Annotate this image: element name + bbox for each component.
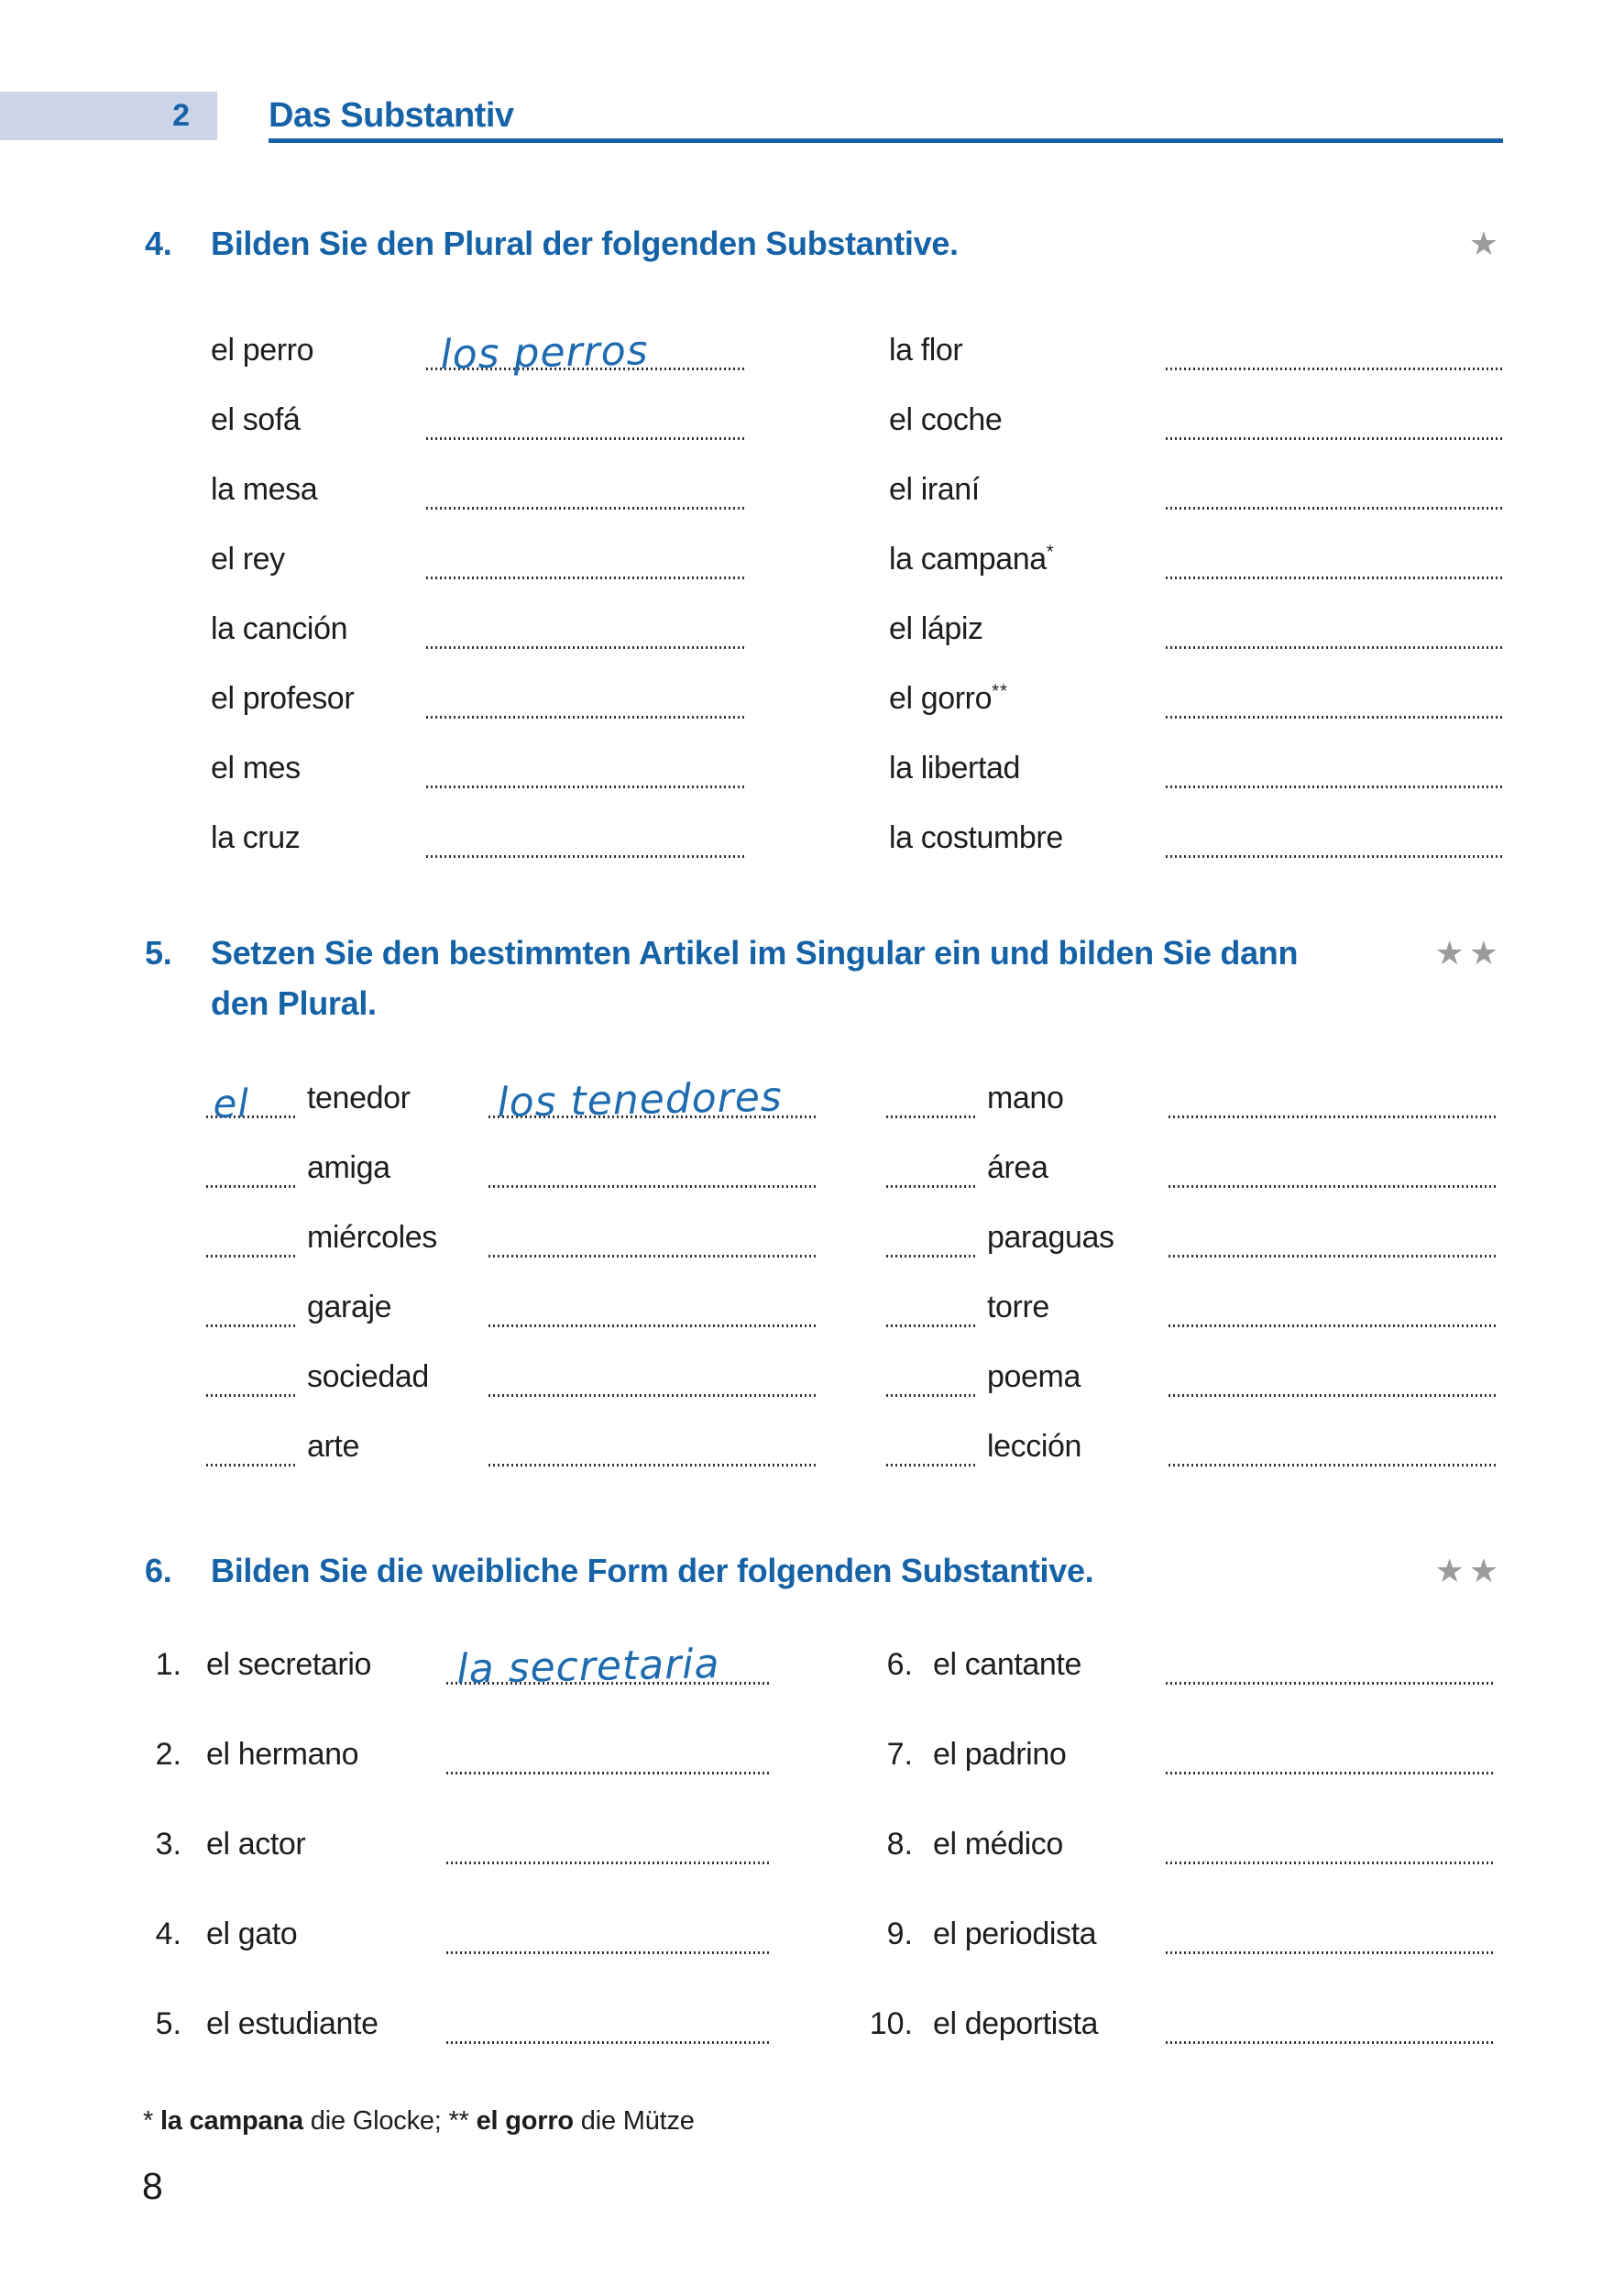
- article-blank: [886, 1464, 978, 1467]
- article-blank: [206, 1081, 298, 1126]
- handwritten-answer: la secretaria: [455, 1641, 720, 1693]
- vocab-row: [889, 517, 1503, 587]
- vocab-word: mano: [987, 1081, 1064, 1115]
- vocab-word: la canción: [211, 611, 348, 646]
- exercise-title: Bilden Sie den Plural der folgenden Substantive.: [211, 225, 959, 262]
- vocab-word: torre: [987, 1290, 1049, 1324]
- article-blank: [886, 1324, 978, 1327]
- vocab-row: [843, 1872, 1493, 1961]
- vocab-row: [128, 1872, 769, 1961]
- answer-blank: [426, 327, 747, 379]
- vocab-row: [206, 1335, 816, 1404]
- exercise-title: Setzen Sie den bestimmten Artikel im Singular ein und bilden Sie dann den Plural.: [211, 934, 1299, 1022]
- vocab-word: el perro: [211, 333, 314, 368]
- vocab-word: el hermano: [206, 1737, 359, 1772]
- answer-blank: [446, 1951, 769, 1954]
- answer-blank: [1166, 577, 1503, 579]
- exercise-number: 5.: [145, 934, 172, 972]
- article-blank: [206, 1324, 298, 1327]
- footnote-gloss: die Mütze: [580, 2106, 695, 2136]
- footnote-term: el gorro: [476, 2106, 574, 2136]
- answer-blank: [426, 507, 747, 510]
- vocab-word: el actor: [206, 1827, 306, 1862]
- vocab-row: [886, 1056, 1497, 1126]
- answer-blank: [1166, 646, 1503, 649]
- plural-blank: [1169, 1255, 1497, 1258]
- answer-blank: [446, 1862, 769, 1864]
- vocab-word: el profesor: [211, 681, 355, 716]
- vocab-row: [211, 447, 747, 517]
- article-blank: [886, 1394, 978, 1397]
- item-number: 5.: [155, 2006, 181, 2041]
- item-number: 8.: [886, 1827, 913, 1862]
- chapter-title: Das Substantiv: [269, 96, 514, 135]
- article-blank: [206, 1394, 298, 1397]
- vocab-row: [889, 656, 1503, 726]
- vocab-word-text: el gorro: [889, 681, 993, 716]
- vocab-row: [128, 1782, 769, 1872]
- vocab-word: arte: [307, 1429, 359, 1464]
- vocab-row: [886, 1265, 1497, 1335]
- vocab-word: sociedad: [307, 1359, 429, 1394]
- vocab-row: [211, 308, 747, 378]
- item-number: 9.: [886, 1917, 913, 1951]
- vocab-word: el mes: [211, 751, 301, 785]
- handwritten-answer: los perros: [439, 327, 650, 379]
- vocab-word: el estudiante: [206, 2006, 379, 2041]
- exercise-4-left-column: [211, 308, 747, 865]
- vocab-word: área: [987, 1150, 1048, 1185]
- plural-blank: [1169, 1394, 1497, 1397]
- vocab-row: [211, 796, 747, 865]
- vocab-word: amiga: [307, 1150, 390, 1185]
- answer-blank: [1166, 507, 1503, 510]
- plural-blank: [1169, 1464, 1497, 1467]
- exercise-5-left-column: [206, 1056, 816, 1474]
- answer-blank: [446, 1772, 769, 1774]
- chapter-tab: [0, 92, 217, 140]
- vocab-word: el periodista: [933, 1917, 1097, 1951]
- exercise-4-heading: [145, 218, 1503, 269]
- answer-blank: [1166, 437, 1503, 440]
- exercise-6-left-column: [128, 1602, 769, 2051]
- vocab-word: el secretario: [206, 1647, 371, 1682]
- vocab-word: el cantante: [933, 1647, 1081, 1682]
- article-blank: [206, 1255, 298, 1258]
- page-number: 8: [142, 2165, 163, 2207]
- answer-blank: [1166, 855, 1503, 858]
- answer-blank: [426, 577, 747, 579]
- vocab-row: [206, 1195, 816, 1265]
- vocab-word-text: la campana: [889, 542, 1047, 577]
- vocab-row: [211, 656, 747, 726]
- difficulty-stars: ★★: [1434, 934, 1503, 972]
- item-number: 1.: [155, 1647, 181, 1682]
- vocab-word: [889, 681, 1008, 717]
- answer-blank: [426, 646, 747, 649]
- article-blank: [206, 1464, 298, 1467]
- vocab-row: [843, 1782, 1493, 1872]
- vocab-row: [886, 1195, 1497, 1265]
- plural-blank: [1169, 1324, 1497, 1327]
- item-number: 6.: [886, 1647, 913, 1682]
- article-blank: [886, 1255, 978, 1258]
- vocab-word: poema: [987, 1359, 1081, 1394]
- footnote-reference: *: [1046, 542, 1055, 563]
- vocab-row: [211, 726, 747, 796]
- vocab-word: lección: [987, 1429, 1082, 1464]
- answer-blank: [446, 1641, 769, 1693]
- vocab-word: la mesa: [211, 472, 318, 507]
- vocab-row: [889, 796, 1503, 865]
- vocab-row: [206, 1056, 816, 1126]
- vocab-row: [889, 726, 1503, 796]
- vocab-row: [128, 1961, 769, 2051]
- vocab-row: [889, 587, 1503, 656]
- plural-blank: [488, 1255, 816, 1258]
- item-number: 2.: [155, 1737, 181, 1772]
- vocab-row: [128, 1692, 769, 1782]
- answer-blank: [1166, 1682, 1493, 1685]
- answer-blank: [1166, 1951, 1493, 1954]
- vocab-row: [211, 587, 747, 656]
- vocab-word: [889, 542, 1055, 577]
- vocab-word: garaje: [307, 1290, 392, 1324]
- answer-blank: [446, 2041, 769, 2044]
- vocab-word: el rey: [211, 542, 285, 577]
- difficulty-stars: ★: [1468, 225, 1503, 262]
- vocab-row: [211, 517, 747, 587]
- plural-blank: [488, 1464, 816, 1467]
- vocab-word: tenedor: [307, 1081, 411, 1115]
- chapter-rule: [269, 138, 1503, 143]
- exercise-number: 6.: [145, 1552, 172, 1589]
- item-number: 10.: [869, 2006, 913, 2041]
- footnote: [143, 2106, 695, 2137]
- answer-blank: [1166, 1772, 1493, 1774]
- vocab-row: [843, 1602, 1493, 1692]
- vocab-row: [886, 1126, 1497, 1195]
- plural-blank: [488, 1185, 816, 1188]
- exercise-6-right-column: [843, 1602, 1493, 2051]
- answer-blank: [1166, 785, 1503, 788]
- difficulty-stars: ★★: [1434, 1552, 1503, 1589]
- chapter-number: 2: [172, 98, 190, 133]
- vocab-word: el gato: [206, 1917, 298, 1951]
- plural-blank: [488, 1073, 816, 1126]
- vocab-word: la flor: [889, 333, 963, 368]
- vocab-row: [889, 308, 1503, 378]
- vocab-row: [889, 447, 1503, 517]
- vocab-word: el iraní: [889, 472, 980, 507]
- item-number: 3.: [155, 1827, 181, 1862]
- answer-blank: [1166, 1862, 1493, 1864]
- vocab-row: [886, 1404, 1497, 1474]
- footnote-term: la campana: [159, 2106, 303, 2136]
- vocab-row: [886, 1335, 1497, 1404]
- vocab-word: la cruz: [211, 820, 301, 855]
- vocab-row: [206, 1126, 816, 1195]
- vocab-row: [843, 1692, 1493, 1782]
- footnote-marker: *: [143, 2106, 154, 2136]
- vocab-word: el lápiz: [889, 611, 983, 646]
- vocab-word: el sofá: [211, 402, 301, 437]
- vocab-row: [211, 378, 747, 447]
- vocab-row: [206, 1265, 816, 1335]
- item-number: 4.: [155, 1917, 181, 1951]
- article-blank: [886, 1185, 978, 1188]
- answer-blank: [1166, 368, 1503, 370]
- answer-blank: [426, 785, 747, 788]
- answer-blank: [426, 855, 747, 858]
- answer-blank: [1166, 716, 1503, 719]
- vocab-word: el padrino: [933, 1737, 1067, 1772]
- exercise-5-heading: [145, 928, 1503, 1028]
- exercise-title: Bilden Sie die weibliche Form der folgenden Substantive.: [211, 1552, 1094, 1589]
- article-blank: [886, 1115, 978, 1118]
- vocab-word: la libertad: [889, 751, 1021, 785]
- answer-blank: [1166, 2041, 1493, 2044]
- plural-blank: [488, 1324, 816, 1327]
- vocab-word: miércoles: [307, 1220, 437, 1255]
- vocab-word: el coche: [889, 402, 1003, 437]
- plural-blank: [488, 1394, 816, 1397]
- exercise-4-right-column: [889, 308, 1503, 865]
- footnote-marker: **: [448, 2106, 469, 2136]
- vocab-word: el deportista: [933, 2006, 1099, 2041]
- article-blank: [206, 1185, 298, 1188]
- handwritten-article: el: [212, 1081, 250, 1126]
- vocab-row: [889, 378, 1503, 447]
- answer-blank: [426, 437, 747, 440]
- vocab-word: paraguas: [987, 1220, 1114, 1255]
- vocab-row: [206, 1404, 816, 1474]
- vocab-row: [843, 1961, 1493, 2051]
- handwritten-answer: los tenedores: [496, 1073, 784, 1126]
- plural-blank: [1169, 1185, 1497, 1188]
- answer-blank: [426, 716, 747, 719]
- vocab-row: [128, 1602, 769, 1692]
- plural-blank: [1169, 1115, 1497, 1118]
- exercise-6-heading: [145, 1545, 1503, 1596]
- vocab-word: la costumbre: [889, 820, 1063, 855]
- footnote-reference: **: [992, 681, 1008, 702]
- exercise-number: 4.: [145, 225, 172, 262]
- footnote-gloss: die Glocke;: [310, 2106, 442, 2136]
- item-number: 7.: [886, 1737, 913, 1772]
- exercise-5-right-column: [886, 1056, 1497, 1474]
- vocab-word: el médico: [933, 1827, 1063, 1862]
